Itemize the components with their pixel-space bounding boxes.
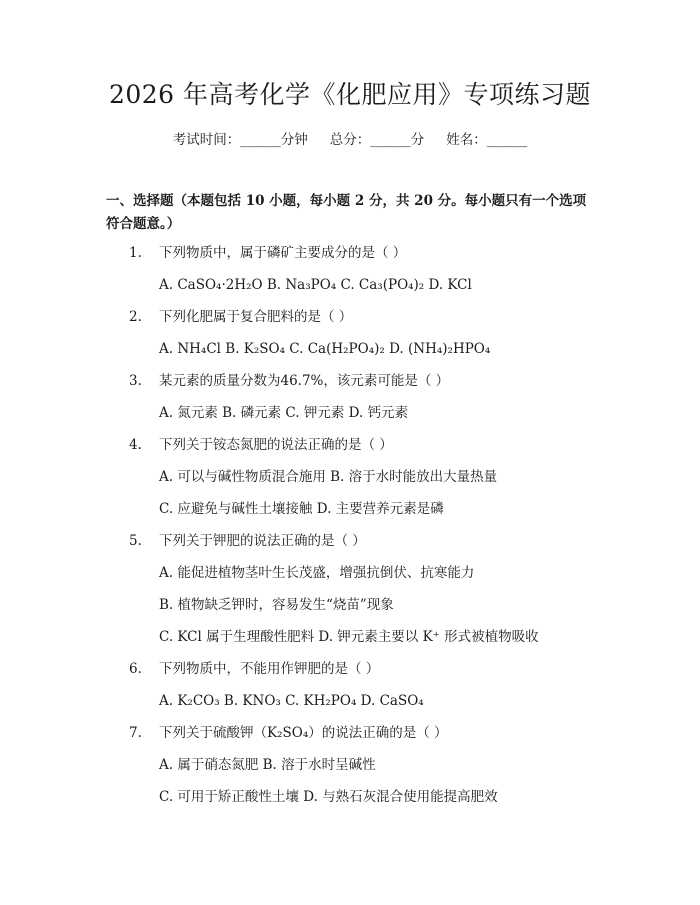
question-options: A. NH₄Cl B. K₂SO₄ C. Ca(H₂PO₄)₂ D. (NH₄)₂HPO₄ [159, 341, 491, 357]
question-number: 3. [129, 373, 142, 389]
question-3 [129, 371, 449, 391]
question-options: A. K₂CO₃ B. KNO₃ C. KH₂PO₄ D. CaSO₄ [159, 693, 424, 709]
question-stem: 某元素的质量分数为46.7%，该元素可能是（ ） [159, 373, 450, 389]
question-stem: 下列化肥属于复合肥料的是（ ） [159, 309, 353, 325]
question-7 [129, 723, 448, 743]
question-number: 5. [129, 533, 142, 549]
question-stem: 下列物质中，属于磷矿主要成分的是（ ） [159, 245, 407, 261]
question-number: 2. [129, 309, 142, 325]
question-number: 6. [129, 661, 142, 677]
question-stem: 下列关于钾肥的说法正确的是（ ） [159, 533, 366, 549]
question-stem: 下列关于铵态氮肥的说法正确的是（ ） [159, 437, 393, 453]
question-options: B. 植物缺乏钾时，容易发生“烧苗”现象 [159, 597, 394, 613]
question-4 [129, 435, 393, 455]
question-options: C. KCl 属于生理酸性肥料 D. 钾元素主要以 K⁺ 形式被植物吸收 [159, 629, 539, 645]
student-name-field: 姓名：______ [446, 132, 528, 148]
exam-time-field: 考试时间：______分钟 [172, 132, 308, 148]
page-title: 2026 年高考化学《化肥应用》专项练习题 [108, 80, 592, 109]
question-number: 4. [129, 437, 142, 453]
total-score-field: 总分：______分 [329, 132, 425, 148]
section-heading: 一、选择题（本题包括 10 小题，每小题 2 分，共 20 分。每小题只有一个选项符合题意。） [106, 193, 587, 232]
question-1 [129, 243, 406, 263]
question-options: A. 氮元素 B. 磷元素 C. 钾元素 D. 钙元素 [159, 405, 409, 421]
question-number: 1. [129, 245, 142, 261]
question-options: A. CaSO₄·2H₂O B. Na₃PO₄ C. Ca₃(PO₄)₂ D. KCl [159, 277, 472, 293]
question-6 [129, 659, 379, 679]
question-options: A. 属于硝态氮肥 B. 溶于水时呈碱性 [159, 757, 376, 773]
question-options: A. 能促进植物茎叶生长茂盛，增强抗倒伏、抗寒能力 [159, 565, 475, 581]
question-5 [129, 531, 366, 551]
question-options: A. 可以与碱性物质混合施用 B. 溶于水时能放出大量热量 [159, 469, 498, 485]
question-options: C. 应避免与碱性土壤接触 D. 主要营养元素是磷 [159, 501, 444, 517]
question-stem: 下列物质中，不能用作钾肥的是（ ） [159, 661, 380, 677]
question-number: 7. [129, 725, 142, 741]
question-stem: 下列关于硫酸钾（K₂SO₄）的说法正确的是（ ） [159, 725, 448, 741]
question-options: C. 可用于矫正酸性土壤 D. 与熟石灰混合使用能提高肥效 [159, 789, 498, 805]
question-2 [129, 307, 352, 327]
